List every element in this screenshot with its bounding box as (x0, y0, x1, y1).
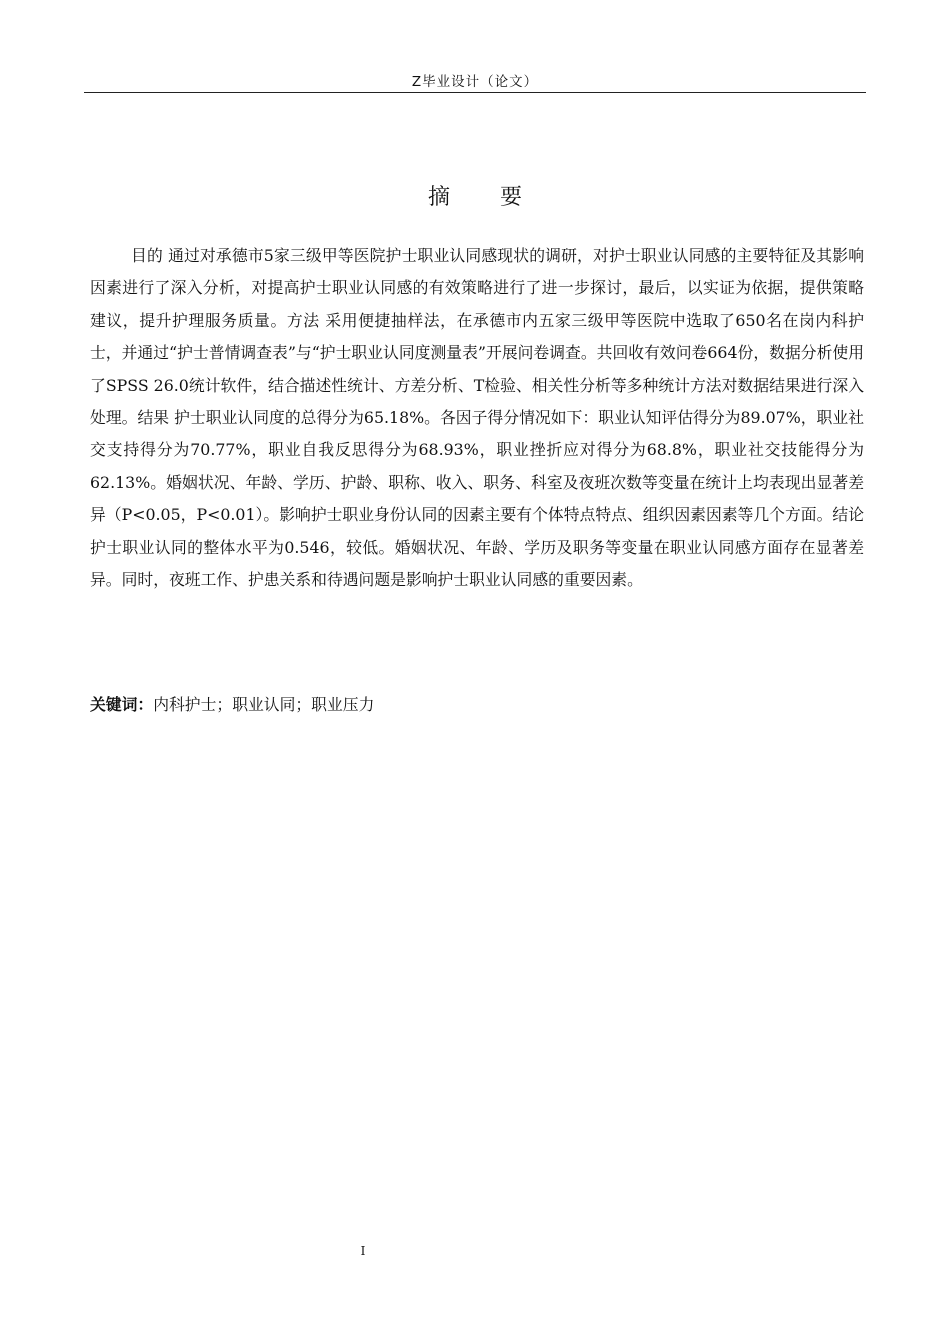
page-number: I (360, 1244, 366, 1258)
keywords-label: 关键词： (90, 695, 154, 714)
abstract-title: 摘要 (427, 185, 572, 210)
keywords-value: 内科护士；职业认同；职业压力 (153, 695, 375, 714)
header-divider (84, 92, 866, 93)
keywords-line (90, 689, 864, 721)
abstract-body: 目的 通过对承德市5家三级甲等医院护士职业认同感现状的调研，对护士职业认同感的主要特征及其影响因素进行了深入分析，对提高护士职业认同感的有效策略进行了进一步探讨，最后，以实证为依据，提供策略建议，提升护理服务质量。方法 采用便捷抽样法，在承德市内五家三级甲等医院中选取了650名在岗内科护士，并通过“护士普情调查表”与“护士职业认同度测量表”开展问卷调查。共回收有效问卷664份，数据分析使用了SPSS 26.0统计软件，结合描述性统计、方差分析、T检验、相关性分析等多种统计方法对数据结果进行深入处理。结果 护士职业认同度的总得分为65.18%。各因子得分情况如下：职业认知评估得分为89.07%，职业社交支持得分为70.77%，职业自我反思得分为68.93%，职业挫折应对得分为68.8%，职业社交技能得分为62.13%。婚姻状况、年龄、学历、护龄、职称、收入、职务、科室及夜班次数等变量在统计上均表现出显著差异（P<0.05，P<0.01）。影响护士职业身份认同的因素主要有个体特点特点、组织因素因素等几个方面。结论 护士职业认同的整体水平为0.546，较低。婚姻状况、年龄、学历及职务等变量在职业认同感方面存在显著差异。同时，夜班工作、护患关系和待遇问题是影响护士职业认同感的重要因素。 (90, 246, 864, 590)
running-header: Z毕业设计（论文） (411, 74, 539, 90)
